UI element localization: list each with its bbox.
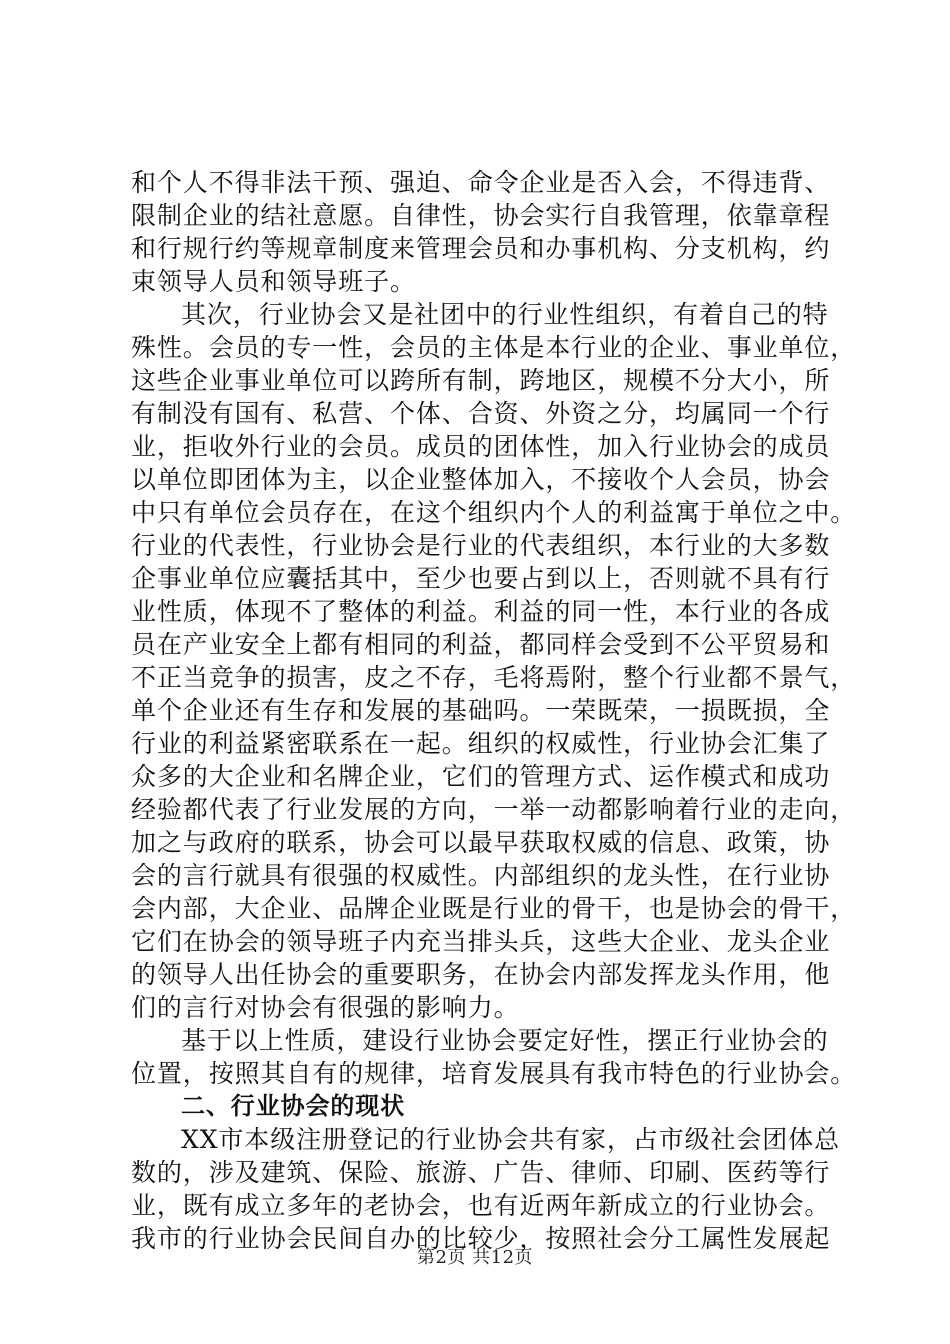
text-line: 业，既有成立多年的老协会，也有近两年新成立的行业协会。 [131, 1191, 831, 1220]
text-line: 这些企业事业单位可以跨所有制，跨地区，规模不分大小，所 [131, 366, 831, 395]
text-line: 限制企业的结社意愿。自律性，协会实行自我管理，依靠章程 [131, 201, 831, 230]
text-line: 经验都代表了行业发展的方向，一举一动都影响着行业的走向， [131, 795, 857, 824]
text-line: 企事业单位应囊括其中，至少也要占到以上，否则就不具有行 [131, 564, 831, 593]
text-line: 加之与政府的联系，协会可以最早获取权威的信息、政策，协 [131, 828, 831, 857]
text-line: 员在产业安全上都有相同的利益，都同样会受到不公平贸易和 [131, 630, 831, 659]
text-line: 殊性。会员的专一性，会员的主体是本行业的企业、事业单位， [131, 333, 857, 362]
text-line: 行业的代表性，行业协会是行业的代表组织，本行业的大多数 [131, 531, 831, 560]
text-line: 行业的利益紧密联系在一起。组织的权威性，行业协会汇集了 [131, 729, 831, 758]
text-line: 会内部，大企业、品牌企业既是行业的骨干，也是协会的骨干， [131, 894, 857, 923]
paragraph-first-line: XX市本级注册登记的行业协会共有家，占市级社会团体总 [181, 1125, 840, 1154]
text-line: 和行规行约等规章制度来管理会员和办事机构、分支机构，约 [131, 234, 831, 263]
text-line: 业性质，体现不了整体的利益。利益的同一性，本行业的各成 [131, 597, 831, 626]
page-footer: 第2页 共12页 [416, 1247, 534, 1268]
text-line: 有制没有国有、私营、个体、合资、外资之分，均属同一个行 [131, 399, 831, 428]
text-line: 的领导人出任协会的重要职务，在协会内部发挥龙头作用，他 [131, 960, 831, 989]
text-line: 众多的大企业和名牌企业，它们的管理方式、运作模式和成功 [131, 762, 831, 791]
text-line: 们的言行对协会有很强的影响力。 [131, 993, 520, 1022]
text-line: 中只有单位会员存在，在这个组织内个人的利益寓于单位之中。 [131, 498, 857, 527]
text-line: 和个人不得非法干预、强迫、命令企业是否入会，不得违背、 [131, 168, 831, 197]
text-line: 单个企业还有生存和发展的基础吗。一荣既荣，一损既损，全 [131, 696, 831, 725]
text-line: 会的言行就具有很强的权威性。内部组织的龙头性，在行业协 [131, 861, 831, 890]
text-line: 数的，涉及建筑、保险、旅游、广告、律师、印刷、医药等行 [131, 1158, 831, 1187]
text-line: 位置，按照其自有的规律，培育发展具有我市特色的行业协会。 [131, 1059, 857, 1088]
section-heading: 二、行业协会的现状 [181, 1092, 406, 1120]
text-line: 我市的行业协会民间自办的比较少，按照社会分工属性发展起 [131, 1224, 831, 1253]
text-line: 不正当竞争的损害，皮之不存，毛将焉附，整个行业都不景气， [131, 663, 857, 692]
text-line: 业，拒收外行业的会员。成员的团体性，加入行业协会的成员 [131, 432, 831, 461]
text-line: 以单位即团体为主，以企业整体加入，不接收个人会员，协会 [131, 465, 831, 494]
body-text [131, 166, 857, 1255]
paragraph-first-line: 其次，行业协会又是社团中的行业性组织，有着自己的特 [181, 300, 829, 329]
paragraph-first-line: 基于以上性质，建设行业协会要定好性，摆正行业协会的 [181, 1026, 829, 1055]
text-line: 束领导人员和领导班子。 [131, 267, 416, 296]
text-line: 它们在协会的领导班子内充当排头兵，这些大企业、龙头企业 [131, 927, 831, 956]
